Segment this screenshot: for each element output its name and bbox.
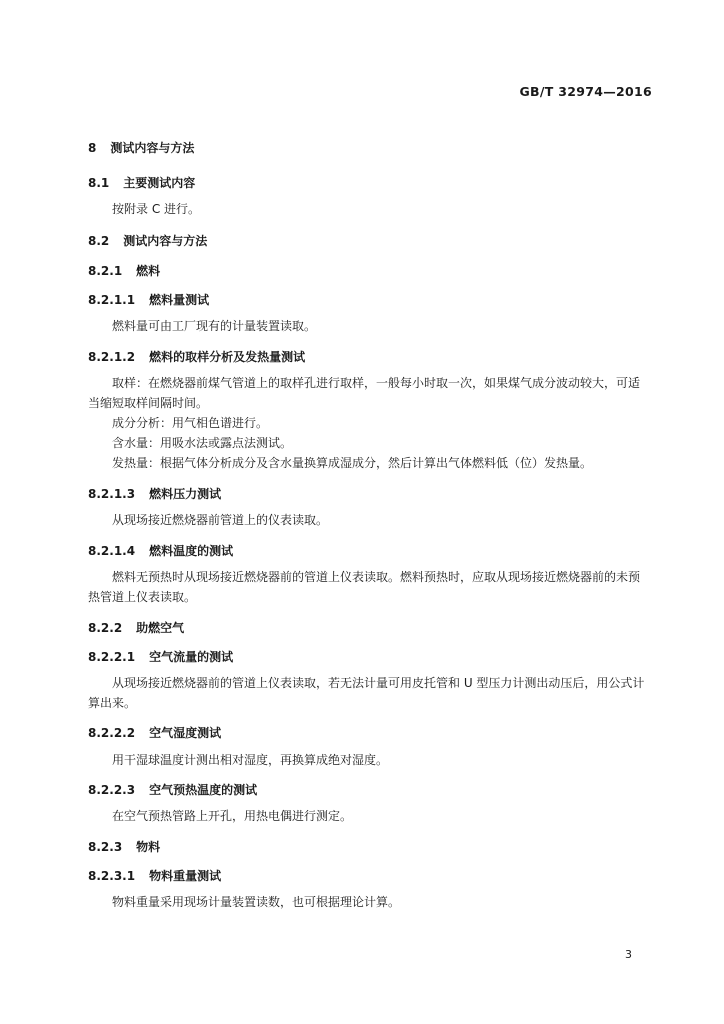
section-heading-8-2-2-1 bbox=[88, 648, 233, 665]
heading-title: 空气预热温度的测试 bbox=[149, 783, 258, 797]
heading-title: 物料重量测试 bbox=[149, 869, 222, 883]
paragraph: 按附录 C 进行。 bbox=[112, 202, 201, 216]
section-heading-8-2-2-3 bbox=[88, 781, 257, 798]
paragraph: 在空气预热管路上开孔，用热电偶进行测定。 bbox=[112, 809, 353, 823]
paragraph: 发热量：根据气体分析成分及含水量换算成湿成分，然后计算出气体燃料低（位）发热量。 bbox=[112, 456, 593, 470]
section-heading-8-2-3 bbox=[88, 838, 160, 855]
heading-title: 测试内容与方法 bbox=[110, 141, 195, 155]
heading-number: 8.2.1.3 bbox=[88, 487, 136, 501]
paragraph: 含水量：用吸水法或露点法测试。 bbox=[112, 436, 293, 450]
heading-number: 8.2.2.1 bbox=[88, 650, 136, 664]
section-heading-8-2-1-3 bbox=[88, 485, 221, 502]
section-heading-8-2-1-4 bbox=[88, 542, 233, 559]
heading-number: 8.2.1.2 bbox=[88, 350, 136, 364]
heading-number: 8.2.3 bbox=[88, 840, 123, 854]
heading-number: 8.2.1.1 bbox=[88, 293, 136, 307]
paragraph: 燃料量可由工厂现有的计量装置读取。 bbox=[112, 319, 317, 333]
paragraph: 从现场接近燃烧器前管道上的仪表读取。 bbox=[112, 513, 329, 527]
heading-title: 燃料 bbox=[136, 264, 161, 278]
heading-title: 助燃空气 bbox=[136, 621, 185, 635]
page-number: 3 bbox=[625, 948, 632, 961]
heading-title: 物料 bbox=[136, 840, 161, 854]
heading-number: 8 bbox=[88, 141, 97, 155]
heading-number: 8.2.1 bbox=[88, 264, 123, 278]
section-heading-8-2-1-1 bbox=[88, 291, 209, 308]
paragraph: 用干湿球温度计测出相对湿度，再换算成绝对湿度。 bbox=[112, 753, 389, 767]
heading-number: 8.2.2 bbox=[88, 621, 123, 635]
standard-code: GB/T 32974—2016 bbox=[519, 84, 652, 99]
heading-number: 8.2.3.1 bbox=[88, 869, 136, 883]
heading-title: 主要测试内容 bbox=[123, 176, 196, 190]
section-heading-8-2-2 bbox=[88, 619, 184, 636]
paragraph: 从现场接近燃烧器前的管道上仪表读取，若无法计量可用皮托管和 U 型压力计测出动压后，用公式计算出来。 bbox=[88, 676, 645, 710]
heading-title: 燃料温度的测试 bbox=[149, 544, 234, 558]
paragraph: 物料重量采用现场计量装置读数，也可根据理论计算。 bbox=[112, 895, 401, 909]
heading-title: 燃料量测试 bbox=[149, 293, 210, 307]
section-heading-8-1 bbox=[88, 174, 195, 191]
heading-number: 8.2 bbox=[88, 234, 110, 248]
paragraph: 取样：在燃烧器前煤气管道上的取样孔进行取样，一般每小时取一次，如果煤气成分波动较大，可适当缩短取样间隔时间。 bbox=[88, 376, 641, 410]
heading-number: 8.2.2.3 bbox=[88, 783, 136, 797]
section-heading-8-2-1-2 bbox=[88, 348, 305, 365]
paragraph: 成分分析：用气相色谱进行。 bbox=[112, 416, 269, 430]
section-heading-8-2-2-2 bbox=[88, 724, 221, 741]
heading-number: 8.1 bbox=[88, 176, 110, 190]
heading-number: 8.2.2.2 bbox=[88, 726, 136, 740]
paragraph: 燃料无预热时从现场接近燃烧器前的管道上仪表读取。燃料预热时，应取从现场接近燃烧器前的未预热管道上仪表读取。 bbox=[88, 570, 641, 604]
heading-number: 8.2.1.4 bbox=[88, 544, 136, 558]
section-heading-8-2 bbox=[88, 232, 207, 249]
section-heading-8-2-3-1 bbox=[88, 867, 221, 884]
heading-title: 测试内容与方法 bbox=[123, 234, 208, 248]
section-heading-8-2-1 bbox=[88, 262, 160, 279]
section-heading-8 bbox=[88, 139, 194, 156]
heading-title: 空气湿度测试 bbox=[149, 726, 222, 740]
heading-title: 燃料的取样分析及发热量测试 bbox=[149, 350, 306, 364]
heading-title: 燃料压力测试 bbox=[149, 487, 222, 501]
heading-title: 空气流量的测试 bbox=[149, 650, 234, 664]
